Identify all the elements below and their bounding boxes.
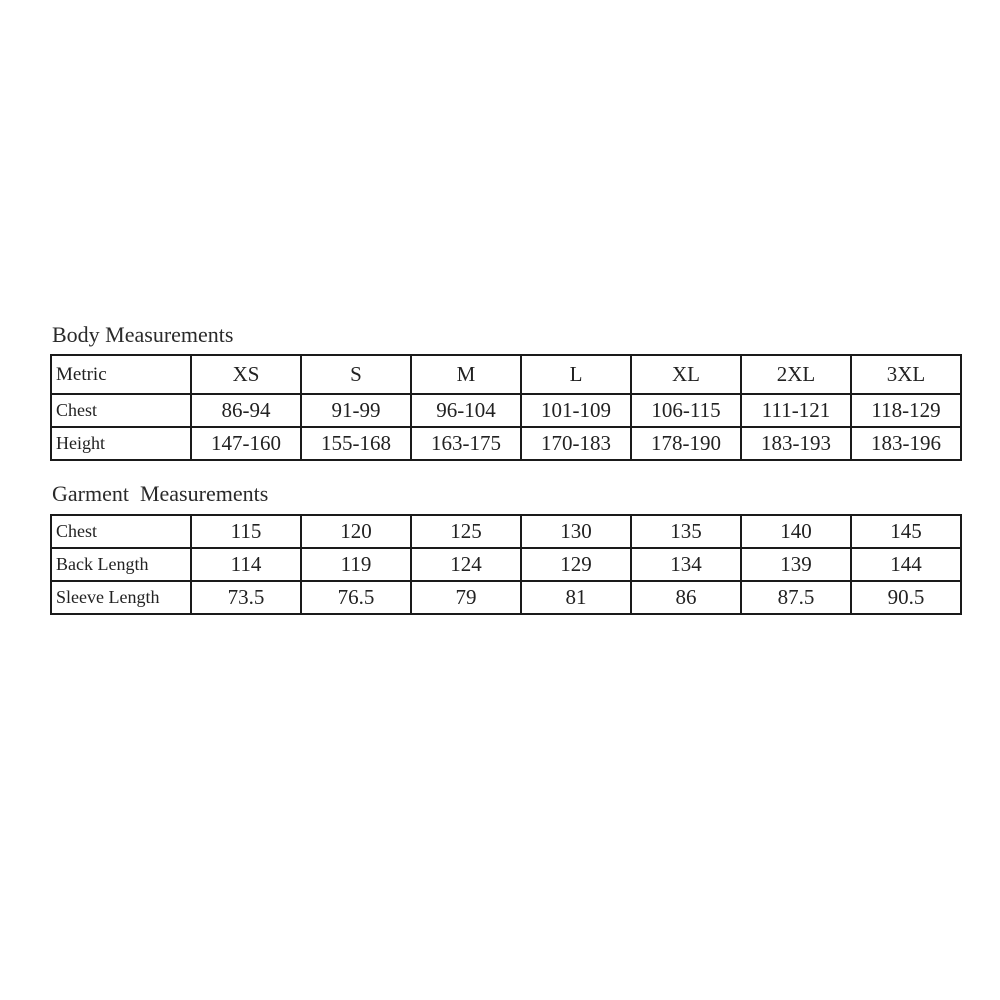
table-cell: 183-196 xyxy=(851,427,961,460)
garment-measurements-title: Garment Measurements xyxy=(52,481,269,506)
table-cell: 118-129 xyxy=(851,394,961,427)
table-cell: 76.5 xyxy=(301,581,411,614)
table-cell: 90.5 xyxy=(851,581,961,614)
size-header-cell: 3XL xyxy=(851,355,961,394)
table-row xyxy=(51,515,961,548)
table-cell: 91-99 xyxy=(301,394,411,427)
row-label-cell: Chest xyxy=(51,515,191,548)
body-measurements-title: Body Measurements xyxy=(52,322,234,347)
table-cell: 81 xyxy=(521,581,631,614)
table-cell: 144 xyxy=(851,548,961,581)
row-label-cell: Back Length xyxy=(51,548,191,581)
table-cell: 86-94 xyxy=(191,394,301,427)
table-cell: 119 xyxy=(301,548,411,581)
table-cell: 183-193 xyxy=(741,427,851,460)
row-label-cell: Sleeve Length xyxy=(51,581,191,614)
table-cell: 170-183 xyxy=(521,427,631,460)
table-cell: 120 xyxy=(301,515,411,548)
table-cell: 140 xyxy=(741,515,851,548)
table-cell: 147-160 xyxy=(191,427,301,460)
table-cell: 86 xyxy=(631,581,741,614)
size-header-cell: M xyxy=(411,355,521,394)
table-cell: 79 xyxy=(411,581,521,614)
garment-measurements-table xyxy=(50,514,962,615)
table-cell: 129 xyxy=(521,548,631,581)
body-measurements-table xyxy=(50,354,962,461)
table-row xyxy=(51,581,961,614)
size-header-cell: XS xyxy=(191,355,301,394)
size-header-cell: 2XL xyxy=(741,355,851,394)
row-label-cell: Height xyxy=(51,427,191,460)
table-cell: 134 xyxy=(631,548,741,581)
table-cell: 87.5 xyxy=(741,581,851,614)
table-cell: 101-109 xyxy=(521,394,631,427)
table-header-row xyxy=(51,355,961,394)
table-cell: 73.5 xyxy=(191,581,301,614)
table-row xyxy=(51,394,961,427)
row-label-cell: Chest xyxy=(51,394,191,427)
table-cell: 115 xyxy=(191,515,301,548)
header-label-cell: Metric xyxy=(51,355,191,394)
table-cell: 130 xyxy=(521,515,631,548)
table-row xyxy=(51,427,961,460)
table-cell: 135 xyxy=(631,515,741,548)
table-cell: 155-168 xyxy=(301,427,411,460)
table-row xyxy=(51,548,961,581)
size-header-cell: XL xyxy=(631,355,741,394)
table-cell: 125 xyxy=(411,515,521,548)
table-cell: 111-121 xyxy=(741,394,851,427)
size-header-cell: L xyxy=(521,355,631,394)
table-cell: 96-104 xyxy=(411,394,521,427)
table-cell: 163-175 xyxy=(411,427,521,460)
table-cell: 145 xyxy=(851,515,961,548)
table-cell: 178-190 xyxy=(631,427,741,460)
table-cell: 114 xyxy=(191,548,301,581)
table-cell: 124 xyxy=(411,548,521,581)
size-header-cell: S xyxy=(301,355,411,394)
table-cell: 139 xyxy=(741,548,851,581)
table-cell: 106-115 xyxy=(631,394,741,427)
